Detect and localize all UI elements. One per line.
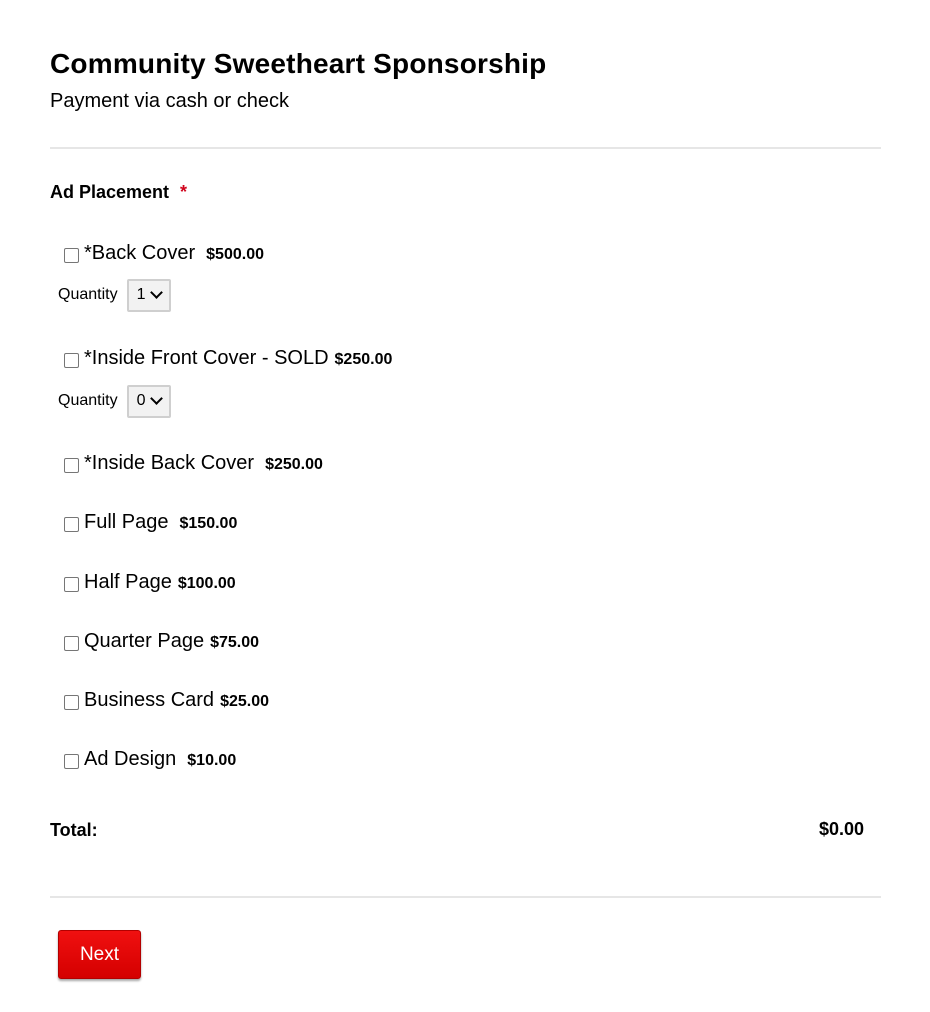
inside-front-cover-checkbox[interactable] — [64, 353, 79, 368]
option-half-page[interactable] — [64, 569, 236, 595]
inside-front-cover-quantity-row — [58, 384, 171, 418]
option-inside-front-cover[interactable] — [64, 345, 392, 371]
ad-placement-label-text: Ad Placement — [50, 182, 170, 202]
option-price: $100.00 — [177, 574, 236, 592]
total-label: Total: — [50, 820, 98, 840]
option-full-page[interactable] — [64, 509, 237, 535]
option-label: *Inside Front Cover - SOLD — [84, 346, 329, 369]
option-label: Half Page — [84, 570, 172, 593]
option-label: Full Page — [84, 510, 169, 533]
quantity-label: Quantity — [58, 392, 118, 409]
option-price: $250.00 — [265, 455, 323, 473]
option-label: Ad Design — [84, 747, 177, 770]
quantity-value: 1 — [136, 286, 146, 303]
inside-front-cover-quantity-select[interactable] — [127, 385, 171, 418]
chevron-down-icon — [150, 392, 163, 405]
ad-design-checkbox[interactable] — [64, 754, 79, 769]
quantity-label: Quantity — [58, 286, 118, 303]
header-divider — [50, 147, 881, 149]
form-subtitle: Payment via cash or check — [50, 90, 289, 112]
option-price: $250.00 — [334, 350, 393, 368]
chevron-down-icon — [150, 286, 163, 299]
option-label: *Back Cover — [84, 241, 196, 264]
ad-placement-label — [50, 182, 187, 203]
back-cover-quantity-row — [58, 278, 171, 312]
full-page-checkbox[interactable] — [64, 517, 79, 532]
footer-divider — [50, 896, 881, 898]
total-value: $0.00 — [818, 819, 864, 839]
option-price: $150.00 — [179, 514, 238, 532]
quantity-value: 0 — [136, 392, 146, 409]
option-back-cover[interactable] — [64, 240, 264, 266]
option-label: *Inside Back Cover — [84, 451, 255, 474]
option-inside-back-cover[interactable] — [64, 450, 323, 476]
form-title: Community Sweetheart Sponsorship — [50, 48, 547, 79]
required-marker: * — [180, 182, 188, 202]
option-price: $75.00 — [210, 633, 260, 651]
option-price: $25.00 — [220, 692, 269, 710]
option-business-card[interactable] — [64, 687, 269, 713]
business-card-checkbox[interactable] — [64, 695, 79, 710]
back-cover-checkbox[interactable] — [64, 248, 79, 263]
option-label: Business Card — [84, 688, 215, 711]
option-quarter-page[interactable] — [64, 628, 259, 654]
option-label: Quarter Page — [84, 629, 205, 652]
inside-back-cover-checkbox[interactable] — [64, 458, 79, 473]
quarter-page-checkbox[interactable] — [64, 636, 79, 651]
option-ad-design[interactable] — [64, 746, 236, 772]
option-price: $10.00 — [187, 751, 237, 769]
half-page-checkbox[interactable] — [64, 577, 79, 592]
back-cover-quantity-select[interactable] — [127, 279, 171, 312]
next-button[interactable]: Next — [58, 930, 141, 979]
option-price: $500.00 — [206, 245, 264, 263]
